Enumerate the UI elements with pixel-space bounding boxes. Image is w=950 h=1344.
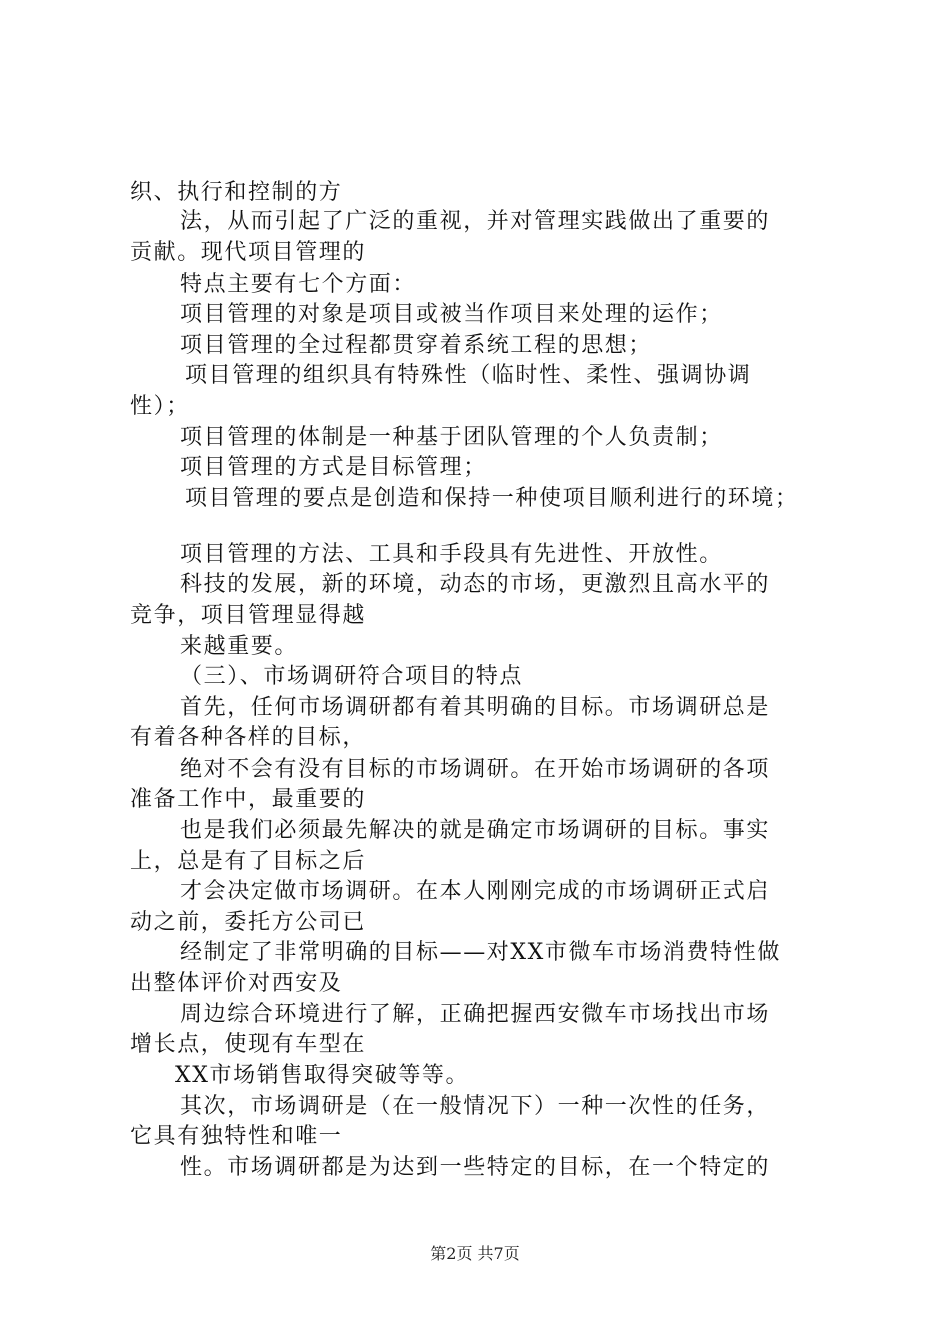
text-line: 出整体评价对西安及 xyxy=(130,971,343,996)
text-line: 准备工作中，最重要的 xyxy=(130,787,367,812)
text-line: 科技的发展，新的环境，动态的市场，更激烈且高水平的 xyxy=(180,572,771,597)
text-line: 项目管理的方法、工具和手段具有先进性、开放性。 xyxy=(180,542,723,567)
text-line: 项目管理的要点是创造和保持一种使项目顺利进行的环境； xyxy=(185,486,799,511)
text-line: 才会决定做市场调研。在本人刚刚完成的市场调研正式启 xyxy=(180,879,771,904)
text-line: 动之前，委托方公司已 xyxy=(130,910,367,935)
text-line: XX市场销售取得突破等等。 xyxy=(175,1063,470,1088)
text-line: 项目管理的方式是目标管理； xyxy=(180,455,487,480)
text-line: 它具有独特性和唯一 xyxy=(130,1124,343,1149)
page-number: 第2页 共7页 xyxy=(430,1244,520,1263)
text-line: 项目管理的全过程都贯穿着系统工程的思想； xyxy=(180,333,653,358)
text-line: 项目管理的对象是项目或被当作项目来处理的运作； xyxy=(180,302,723,327)
text-line: 竞争，项目管理显得越 xyxy=(130,603,367,628)
text-line: 特点主要有七个方面： xyxy=(180,272,417,297)
text-line: 项目管理的体制是一种基于团队管理的个人负责制； xyxy=(180,425,723,450)
text-line: 上，总是有了目标之后 xyxy=(130,849,367,874)
text-line: 其次，市场调研是（在一般情况下）一种一次性的任务， xyxy=(180,1094,771,1119)
text-line: 性。市场调研都是为达到一些特定的目标，在一个特定的 xyxy=(180,1155,771,1180)
text-line: 周边综合环境进行了解，正确把握西安微车市场找出市场 xyxy=(180,1002,771,1027)
section-heading: （三）、市场调研符合项目的特点 xyxy=(180,664,524,689)
text-line: 也是我们必须最先解决的就是确定市场调研的目标。事实 xyxy=(180,818,771,843)
text-line: 来越重要。 xyxy=(180,634,299,659)
text-line: 首先，任何市场调研都有着其明确的目标。市场调研总是 xyxy=(180,695,771,720)
text-line: 织、执行和控制的方 xyxy=(130,180,343,205)
text-line: 项目管理的组织具有特殊性（临时性、柔性、强调协调 xyxy=(185,363,752,388)
text-line: 经制定了非常明确的目标——对XX市微车市场消费特性做 xyxy=(180,940,781,965)
text-line: 贡献。现代项目管理的 xyxy=(130,240,367,265)
text-line: 增长点，使现有车型在 xyxy=(130,1032,367,1057)
text-line: 性）； xyxy=(130,394,190,419)
text-line: 绝对不会有没有目标的市场调研。在开始市场调研的各项 xyxy=(180,757,771,782)
text-line: 法，从而引起了广泛的重视，并对管理实践做出了重要的 xyxy=(180,209,771,234)
text-line: 有着各种各样的目标， xyxy=(130,725,367,750)
